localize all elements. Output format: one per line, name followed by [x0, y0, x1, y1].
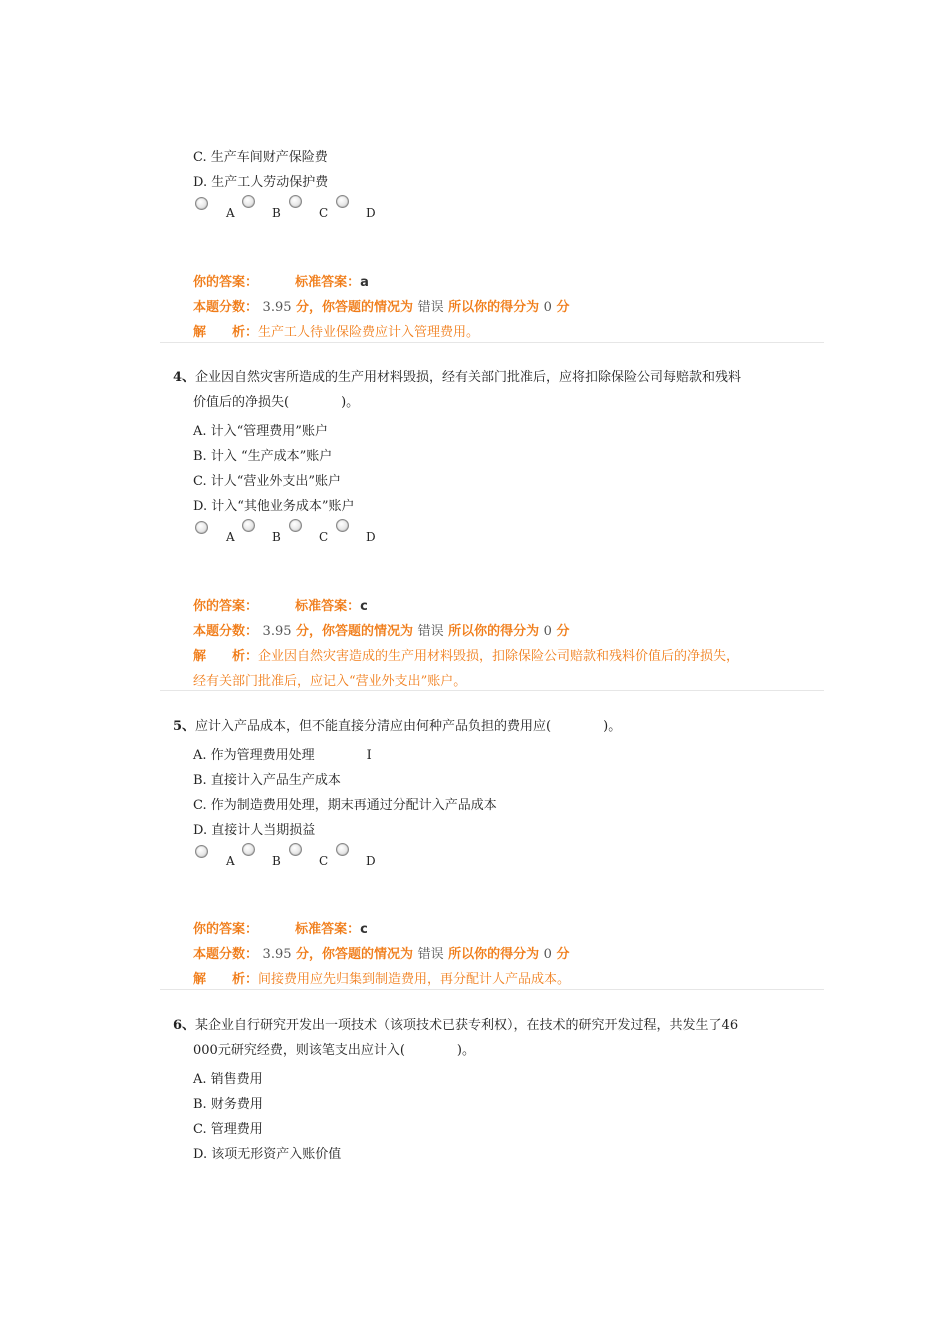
- got-unit: 分: [556, 300, 570, 315]
- score-value: 3.95: [262, 300, 292, 315]
- score-middle-text: 分，你答题的情况为: [296, 947, 414, 962]
- got-unit: 分: [556, 947, 570, 962]
- question-number: 5、: [173, 719, 196, 734]
- question-text: 某企业自行研究开发出一项技术（该项技术已获专利权），在技术的研究开发过程，共发生了46: [195, 1018, 739, 1033]
- radio-option-a[interactable]: [195, 845, 208, 858]
- radio-option-c[interactable]: [289, 843, 302, 856]
- divider: [160, 342, 824, 343]
- score-line: [193, 943, 570, 962]
- score-value: 3.95: [262, 624, 292, 639]
- radio-label-d: D: [366, 530, 376, 544]
- score-label: 本题分数：: [193, 947, 259, 962]
- analysis-line: [193, 968, 570, 987]
- option-d: D. 计入“其他业务成本”账户: [193, 499, 355, 514]
- got-value: 0: [543, 624, 552, 639]
- score-middle-text: 分，你答题的情况为: [296, 300, 414, 315]
- radio-option-c[interactable]: [289, 519, 302, 532]
- analysis-line: [193, 321, 479, 340]
- option-d: D. 该项无形资产入账价值: [193, 1147, 342, 1162]
- option-b: B. 直接计入产品生产成本: [193, 773, 341, 788]
- option-c: C. 作为制造费用处理，期末再通过分配计入产品成本: [193, 798, 497, 813]
- score-value: 3.95: [262, 947, 292, 962]
- standard-answer-value: a: [360, 275, 369, 290]
- option-c: C. 计人“营业外支出”账户: [193, 474, 342, 489]
- got-value: 0: [543, 300, 552, 315]
- radio-label-c: C: [319, 206, 329, 220]
- got-label: 所以你的得分为: [448, 947, 540, 962]
- score-line: [193, 620, 570, 639]
- radio-label-b: B: [272, 854, 281, 868]
- standard-answer-value: c: [360, 599, 368, 614]
- standard-answer-label: 标准答案：: [295, 922, 361, 937]
- question-6: [173, 1013, 738, 1063]
- standard-answer-value: c: [360, 922, 368, 937]
- option-a: A. 作为管理费用处理 I: [193, 748, 372, 763]
- radio-option-b[interactable]: [242, 195, 255, 208]
- radio-label-d: D: [366, 854, 376, 868]
- radio-option-d[interactable]: [336, 843, 349, 856]
- radio-option-a[interactable]: [195, 521, 208, 534]
- analysis-label: 解 析：: [193, 972, 259, 987]
- option-b: B. 财务费用: [193, 1097, 263, 1112]
- radio-option-c[interactable]: [289, 195, 302, 208]
- standard-answer-label: 标准答案：: [295, 599, 361, 614]
- option-a: A. 计入“管理费用”账户: [193, 424, 328, 439]
- got-unit: 分: [556, 624, 570, 639]
- option-c: C. 管理费用: [193, 1122, 263, 1137]
- answer-line: [193, 918, 368, 937]
- radio-label-d: D: [366, 206, 376, 220]
- radio-label-c: C: [319, 854, 329, 868]
- question-text-cont: 价值后的净损失( )。: [193, 395, 360, 410]
- radio-label-a: A: [226, 206, 235, 220]
- your-answer-label: 你的答案：: [193, 599, 259, 614]
- got-label: 所以你的得分为: [448, 300, 540, 315]
- question-text: 应计入产品成本，但不能直接分清应由何种产品负担的费用应( )。: [195, 719, 622, 734]
- standard-answer-label: 标准答案：: [295, 275, 361, 290]
- question-number: 6、: [173, 1018, 196, 1033]
- got-label: 所以你的得分为: [448, 624, 540, 639]
- question-5: [173, 714, 621, 739]
- score-label: 本题分数：: [193, 624, 259, 639]
- analysis-line-2: 经有关部门批准后，应记入“营业外支出”账户。: [193, 674, 467, 689]
- analysis-text: 企业因自然灾害造成的生产用材料毁损，扣除保险公司赔款和残料价值后的净损失，: [258, 649, 740, 664]
- answer-line: [193, 595, 368, 614]
- option-d: D. 生产工人劳动保护费: [193, 175, 329, 190]
- answer-line: [193, 271, 369, 290]
- analysis-text: 间接费用应先归集到制造费用，再分配计人产品成本。: [258, 972, 571, 987]
- divider: [160, 989, 824, 990]
- analysis-text: 生产工人待业保险费应计入管理费用。: [258, 325, 480, 340]
- radio-option-b[interactable]: [242, 519, 255, 532]
- option-c: C. 生产车间财产保险费: [193, 150, 328, 165]
- radio-label-a: A: [226, 854, 235, 868]
- radio-option-d[interactable]: [336, 519, 349, 532]
- radio-option-a[interactable]: [195, 197, 208, 210]
- analysis-label: 解 析：: [193, 325, 259, 340]
- result-text: 错误: [417, 300, 444, 315]
- result-text: 错误: [417, 947, 444, 962]
- score-line: [193, 296, 570, 315]
- radio-option-b[interactable]: [242, 843, 255, 856]
- option-a: A. 销售费用: [193, 1072, 263, 1087]
- score-label: 本题分数：: [193, 300, 259, 315]
- question-text: 企业因自然灾害所造成的生产用材料毁损，经有关部门批准后，应将扣除保险公司每赔款和残料: [195, 370, 742, 385]
- question-text-cont: 000元研究经费，则该笔支出应计入( )。: [193, 1043, 475, 1058]
- your-answer-label: 你的答案：: [193, 275, 259, 290]
- option-b: B. 计入 “生产成本”账户: [193, 449, 333, 464]
- score-middle-text: 分，你答题的情况为: [296, 624, 414, 639]
- radio-label-b: B: [272, 530, 281, 544]
- radio-label-c: C: [319, 530, 329, 544]
- question-number: 4、: [173, 370, 196, 385]
- radio-label-b: B: [272, 206, 281, 220]
- question-4: [173, 365, 741, 415]
- radio-label-a: A: [226, 530, 235, 544]
- analysis-line: [193, 645, 739, 664]
- radio-option-d[interactable]: [336, 195, 349, 208]
- analysis-label: 解 析：: [193, 649, 259, 664]
- your-answer-label: 你的答案：: [193, 922, 259, 937]
- result-text: 错误: [417, 624, 444, 639]
- divider: [160, 690, 824, 691]
- got-value: 0: [543, 947, 552, 962]
- option-d: D. 直接计人当期损益: [193, 823, 316, 838]
